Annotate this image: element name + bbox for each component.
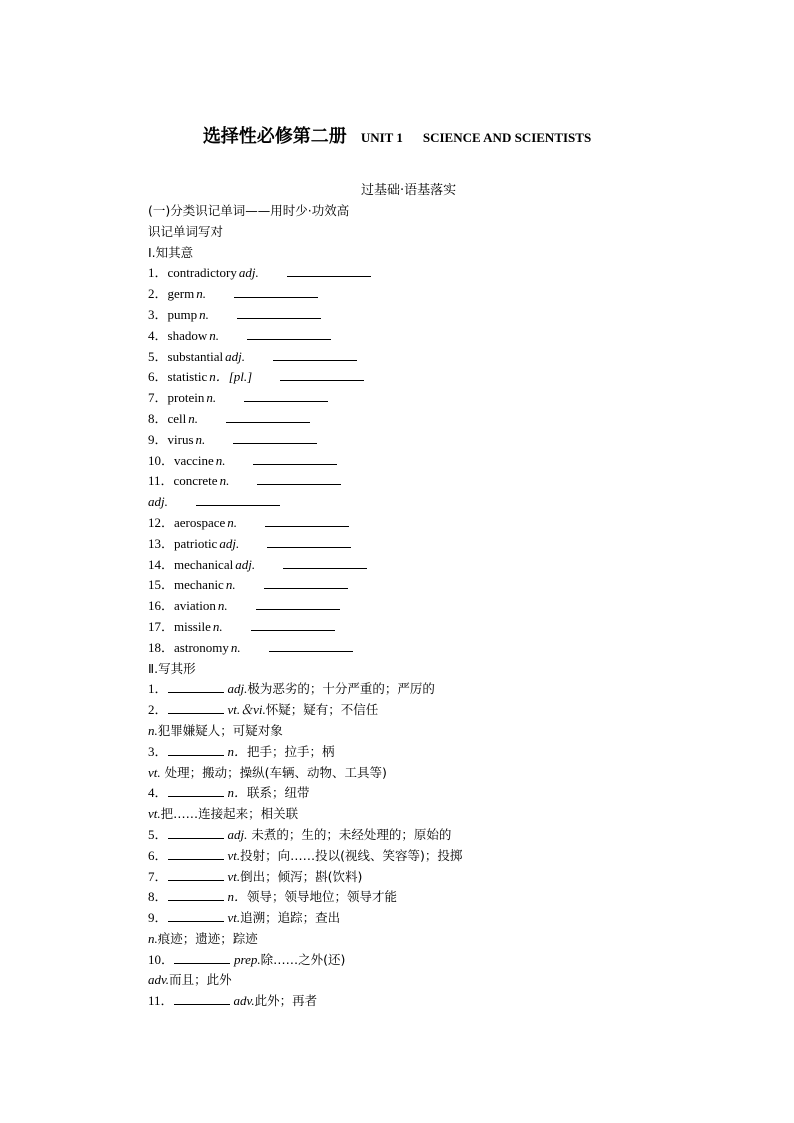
answer-blank[interactable] <box>267 534 351 548</box>
spelling-item <box>148 846 668 867</box>
answer-blank[interactable] <box>273 347 357 361</box>
item-pos: n. <box>148 722 158 738</box>
item-word: aviation <box>174 598 216 614</box>
worksheet-content <box>148 201 668 1012</box>
answer-blank[interactable] <box>264 575 348 589</box>
item-word: statistic <box>167 369 208 385</box>
item-pos: adj. <box>227 826 248 842</box>
item-word: cell <box>167 410 187 426</box>
item-meaning: 处理；搬动；操纵(车辆、动物、工具等) <box>160 764 387 780</box>
vocab-item <box>148 430 668 451</box>
answer-blank[interactable] <box>168 846 224 860</box>
item-number: 6． <box>148 847 168 863</box>
spelling-item <box>148 970 668 991</box>
item-number: 5． <box>148 348 168 364</box>
vocab-item <box>148 471 668 492</box>
spelling-item <box>148 950 668 971</box>
spelling-item <box>148 887 668 908</box>
answer-blank[interactable] <box>234 284 318 298</box>
subsection-heading: 识记单词写对 <box>148 223 224 239</box>
item-pos: n. <box>199 306 209 322</box>
item-number: 17． <box>148 618 175 634</box>
spelling-item <box>148 783 668 804</box>
vocab-item <box>148 388 668 409</box>
item-meaning: 此外；再者 <box>254 993 318 1009</box>
vocab-item <box>148 305 668 326</box>
answer-blank[interactable] <box>244 388 328 402</box>
vocab-item <box>148 513 668 534</box>
item-number: 5． <box>148 826 168 842</box>
vocab-item <box>148 492 668 513</box>
item-pos: n. <box>217 598 228 614</box>
item-meaning: 把手；拉手；柄 <box>247 743 335 759</box>
item-pos: n. <box>219 473 230 489</box>
item-number: 12． <box>148 514 175 530</box>
spelling-item <box>148 867 668 888</box>
spelling-item <box>148 825 668 846</box>
answer-blank[interactable] <box>287 263 371 277</box>
item-pos: n. <box>148 930 158 946</box>
answer-blank[interactable] <box>247 326 331 340</box>
item-number: 2． <box>148 286 168 302</box>
item-word: aerospace <box>174 514 226 530</box>
item-pos: n． <box>227 785 248 801</box>
item-pos: n. <box>188 410 199 426</box>
subtitle: 过基础·语基落实 <box>361 183 457 198</box>
item-pos: adj. <box>238 265 259 281</box>
item-pos: adv. <box>233 993 255 1009</box>
item-word: vaccine <box>174 452 214 468</box>
answer-blank[interactable] <box>253 451 337 465</box>
spelling-item <box>148 763 668 784</box>
spelling-item <box>148 804 668 825</box>
item-number: 4． <box>148 327 168 343</box>
answer-blank[interactable] <box>168 908 224 922</box>
item-meaning: 怀疑；疑有；不信任 <box>265 702 379 718</box>
item-meaning: 领导；领导地位；领导才能 <box>247 889 398 905</box>
vocab-item <box>148 347 668 368</box>
answer-blank[interactable] <box>280 367 364 381</box>
answer-blank[interactable] <box>269 638 353 652</box>
item-pos: adv. <box>148 972 170 988</box>
item-pos: vt. <box>227 868 241 884</box>
item-word: concrete <box>173 473 218 489</box>
item-meaning: 除……之外(还) <box>260 951 346 967</box>
spelling-item <box>148 700 668 721</box>
answer-blank[interactable] <box>168 867 224 881</box>
item-number: 1． <box>148 265 168 281</box>
item-word: protein <box>167 390 205 406</box>
vocab-item <box>148 596 668 617</box>
title-cn: 选择性必修第二册 <box>202 126 347 146</box>
answer-blank[interactable] <box>168 887 224 901</box>
answer-blank[interactable] <box>226 409 310 423</box>
item-meaning: 把……连接起来；相关联 <box>160 806 299 822</box>
title-topic: SCIENCE AND SCIENTISTS <box>422 130 592 145</box>
item-pos: n．[pl.] <box>209 369 253 385</box>
page-title <box>0 122 794 148</box>
part2-list <box>148 679 668 1012</box>
item-pos: adj. <box>225 348 245 364</box>
item-meaning: 痕迹；遗迹；踪迹 <box>157 930 258 946</box>
vocab-item <box>148 555 668 576</box>
item-meaning: 极为恶劣的；十分严重的；严厉的 <box>247 681 435 697</box>
answer-blank[interactable] <box>251 617 335 631</box>
item-pos: vt. <box>227 847 241 863</box>
item-pos: n. <box>212 618 223 634</box>
answer-blank[interactable] <box>233 430 317 444</box>
part1-heading: Ⅰ.知其意 <box>148 244 194 260</box>
answer-blank[interactable] <box>196 492 280 506</box>
spelling-item <box>148 991 668 1012</box>
part1-list <box>148 263 668 658</box>
vocab-item <box>148 263 668 284</box>
answer-blank[interactable] <box>256 596 340 610</box>
spelling-item <box>148 908 668 929</box>
vocab-item <box>148 575 668 596</box>
vocab-item <box>148 617 668 638</box>
item-number: 10． <box>148 452 175 468</box>
vocab-item <box>148 451 668 472</box>
item-number: 3． <box>148 743 168 759</box>
spelling-item <box>148 929 668 950</box>
item-meaning: 而且；此外 <box>169 972 232 988</box>
part2-heading: Ⅱ.写其形 <box>148 660 196 676</box>
item-pos: n. <box>227 514 238 530</box>
item-number: 11． <box>148 473 174 489</box>
item-number: 2． <box>148 702 168 718</box>
item-pos: n. <box>230 639 241 655</box>
item-pos: n. <box>209 327 219 343</box>
answer-blank[interactable] <box>237 305 321 319</box>
answer-blank[interactable] <box>168 825 224 839</box>
item-pos: vt. <box>148 764 161 780</box>
item-meaning: 联系；纽带 <box>247 785 310 801</box>
item-number: 9． <box>148 910 168 926</box>
item-pos: vt. <box>148 806 161 822</box>
spelling-item <box>148 679 668 700</box>
answer-blank[interactable] <box>257 471 341 485</box>
vocab-item <box>148 409 668 430</box>
item-pos: n. <box>206 390 217 406</box>
item-pos: adj. <box>235 556 256 572</box>
answer-blank[interactable] <box>168 783 224 797</box>
item-number: 7． <box>148 868 168 884</box>
item-word: contradictory <box>167 265 237 281</box>
item-number: 10． <box>148 951 175 967</box>
item-number: 13． <box>148 535 175 551</box>
item-pos: n. <box>225 577 236 593</box>
vocab-item <box>148 367 668 388</box>
item-word: pump <box>167 306 198 322</box>
item-word: astronomy <box>174 639 229 655</box>
answer-blank[interactable] <box>168 700 224 714</box>
item-meaning: 投射；向……投以(视线、笑容等)；投掷 <box>240 847 463 863</box>
item-number: 14． <box>148 556 175 572</box>
item-pos: adj. <box>227 681 248 697</box>
item-word: mechanical <box>174 556 234 572</box>
item-number: 6． <box>148 369 168 385</box>
item-pos: adj. <box>219 535 240 551</box>
item-number: 9． <box>148 431 168 447</box>
answer-blank[interactable] <box>283 555 367 569</box>
spelling-item <box>148 721 668 742</box>
item-number: 1． <box>148 681 168 697</box>
answer-blank[interactable] <box>168 742 224 756</box>
item-meaning: 追溯；追踪；查出 <box>240 910 341 926</box>
item-number: 16． <box>148 598 175 614</box>
item-pos: prep. <box>234 951 261 967</box>
item-word: substantial <box>167 348 224 364</box>
item-word: virus <box>167 431 194 447</box>
section-heading: (一)分类识记单词——用时少·功效高 <box>148 203 350 218</box>
item-word: missile <box>174 618 211 634</box>
item-number: 3． <box>148 306 168 322</box>
answer-blank[interactable] <box>174 950 230 964</box>
item-pos: n． <box>227 743 248 759</box>
item-word: shadow <box>167 327 208 343</box>
vocab-item <box>148 284 668 305</box>
answer-blank[interactable] <box>168 679 224 693</box>
item-word: germ <box>167 286 195 302</box>
item-pos: n． <box>227 889 248 905</box>
title-unit: UNIT 1 <box>360 130 403 145</box>
item-pos: n. <box>196 286 206 302</box>
vocab-item <box>148 638 668 659</box>
item-pos: adj. <box>148 494 168 510</box>
vocab-item <box>148 326 668 347</box>
item-word: patriotic <box>174 535 218 551</box>
item-number: 15． <box>148 577 175 593</box>
answer-blank[interactable] <box>265 513 349 527</box>
item-pos: n. <box>215 452 226 468</box>
item-pos: n. <box>195 431 206 447</box>
spelling-item <box>148 742 668 763</box>
item-word: mechanic <box>174 577 224 593</box>
item-meaning: 倒出；倾泻；斟(饮料) <box>240 868 363 884</box>
answer-blank[interactable] <box>174 991 230 1005</box>
item-pos: vt. <box>227 910 241 926</box>
item-number: 4． <box>148 785 168 801</box>
item-number: 8． <box>148 410 168 426</box>
item-number: 7． <box>148 390 168 406</box>
item-meaning: 未煮的；生的；未经处理的；原始的 <box>247 826 452 842</box>
item-number: 18． <box>148 639 175 655</box>
item-meaning: 犯罪嫌疑人；可疑对象 <box>157 722 283 738</box>
vocab-item <box>148 534 668 555</box>
item-number: 11． <box>148 993 174 1009</box>
item-pos: vt.＆vi. <box>227 702 266 718</box>
item-number: 8． <box>148 889 168 905</box>
